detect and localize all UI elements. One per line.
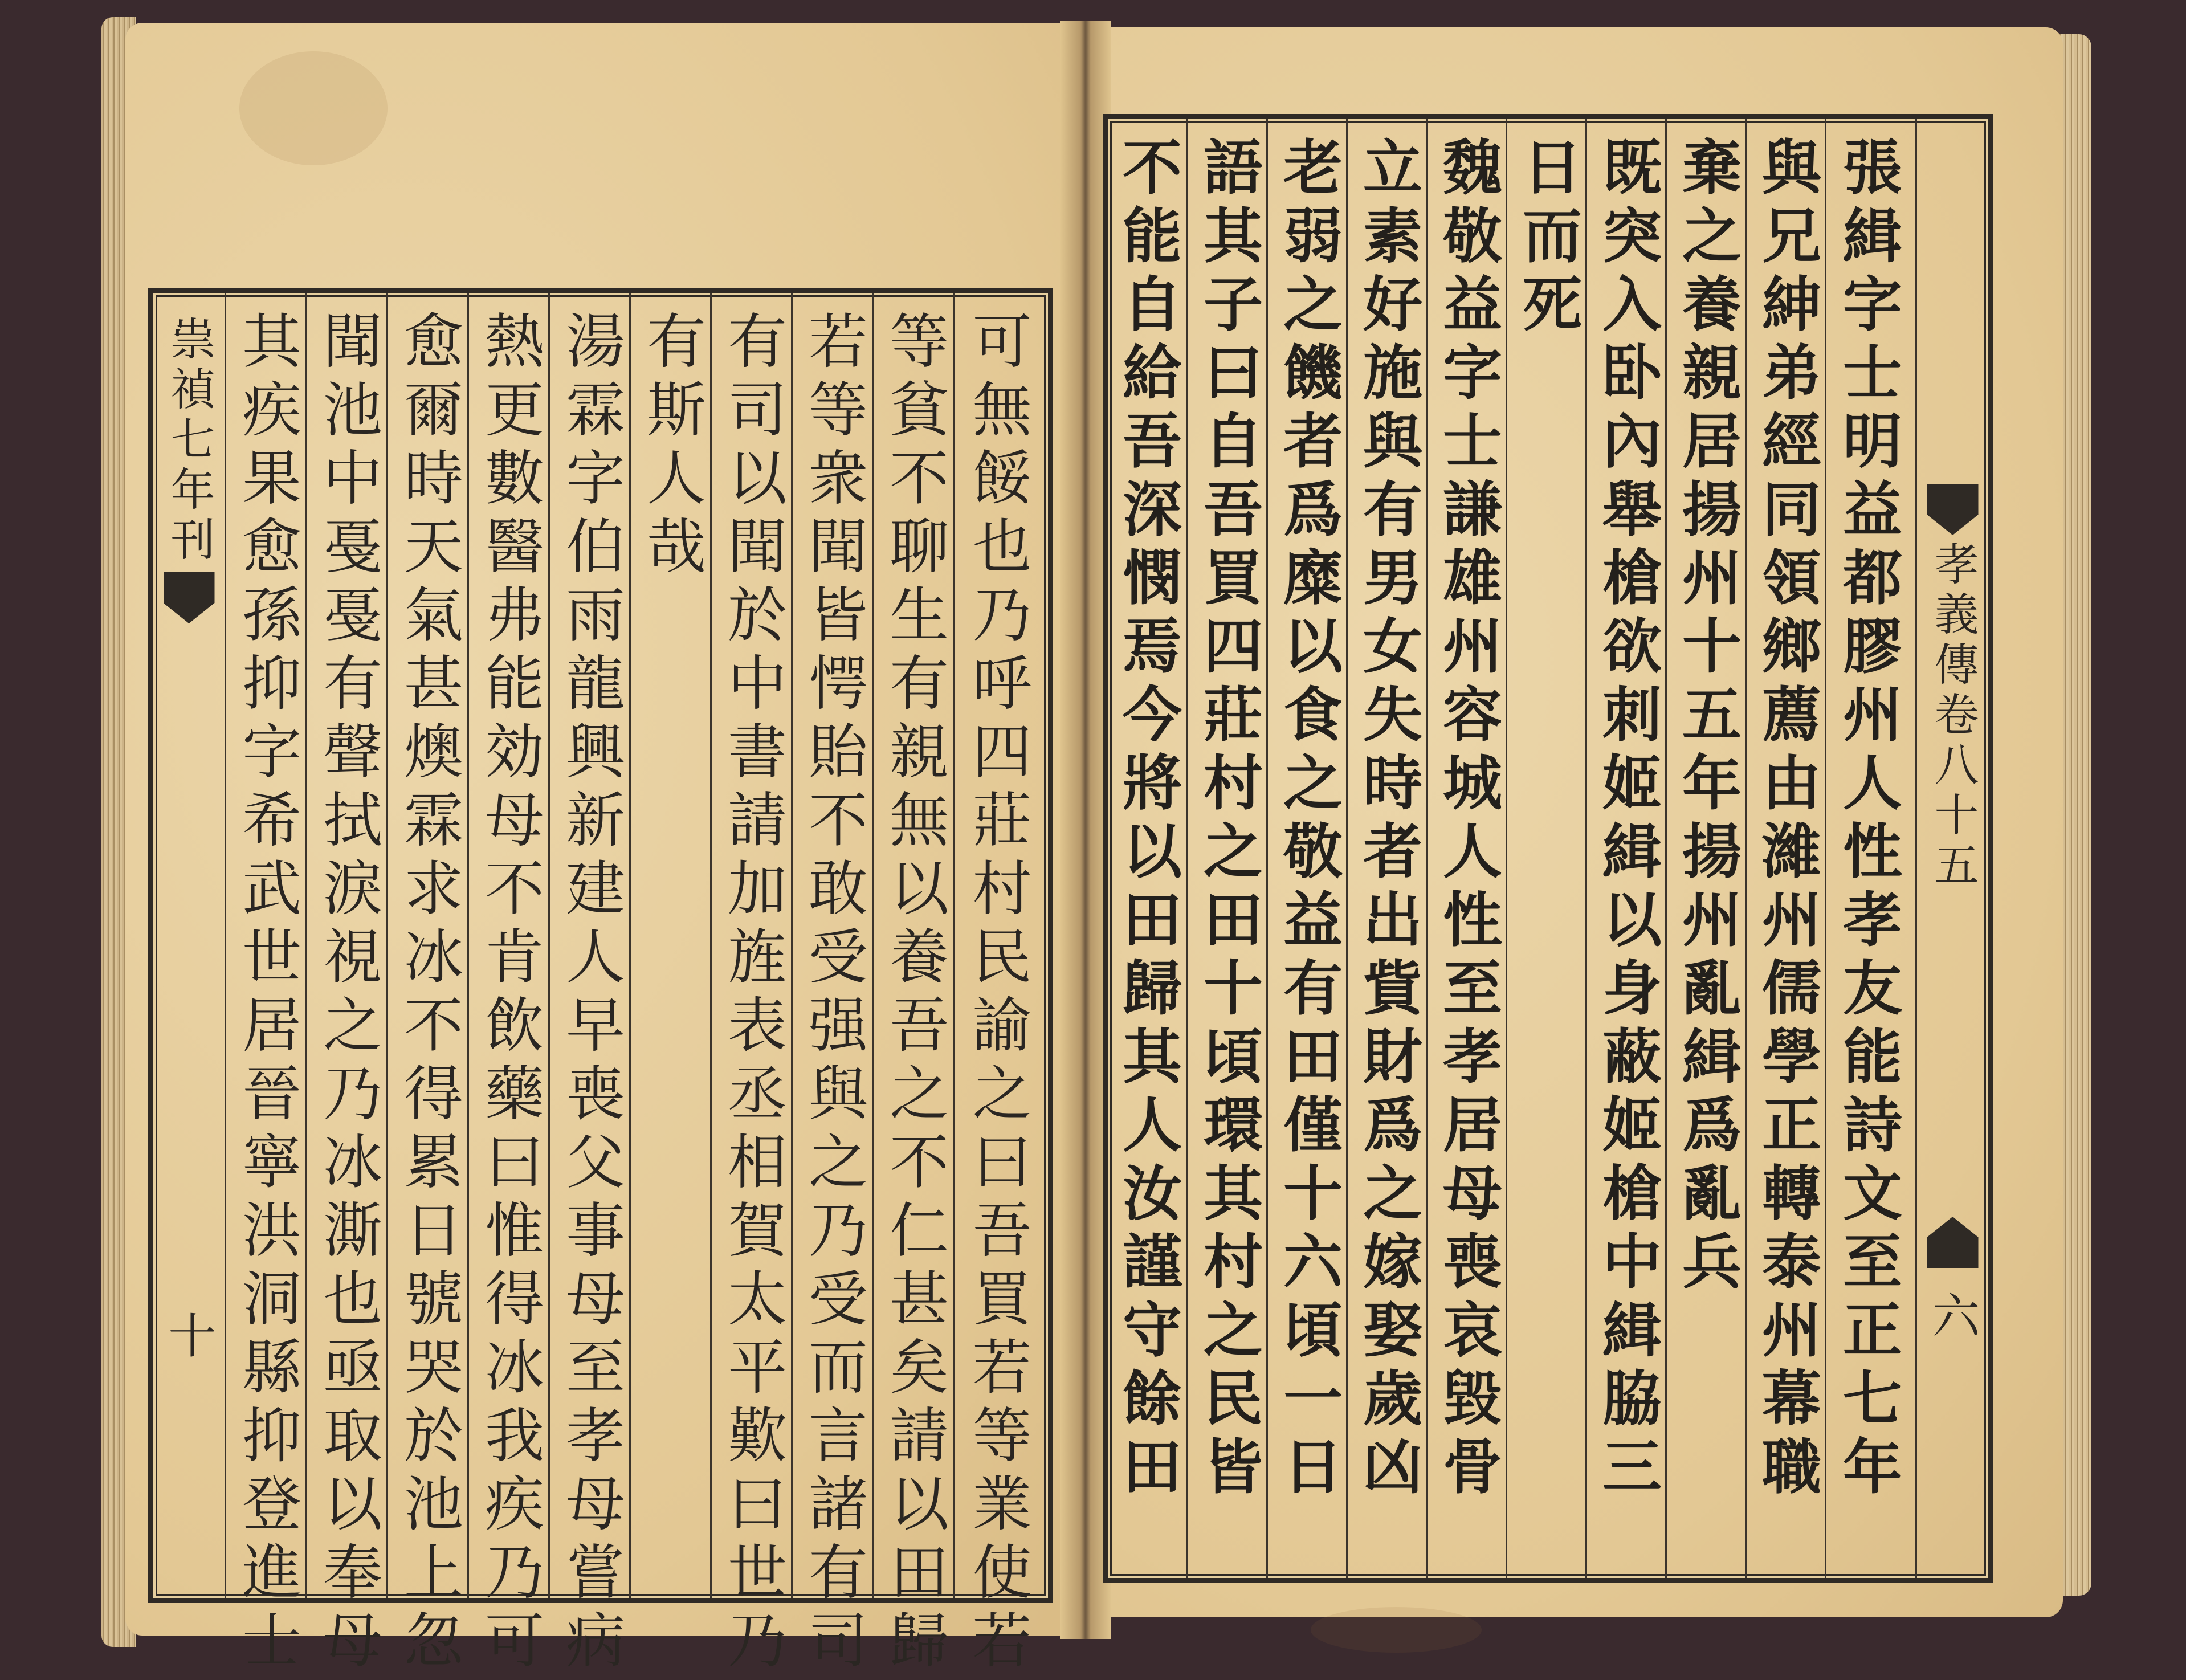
text-column-6: 湯霖字伯雨龍興新建人早喪父事母至孝母嘗病 bbox=[548, 293, 631, 1598]
section-title: 孝義傳卷八十五 bbox=[1927, 541, 1979, 892]
right-block-margin bbox=[1915, 119, 1988, 1578]
fish-tail-mark-icon bbox=[164, 572, 215, 623]
left-text-block bbox=[148, 288, 1053, 1678]
text-column-5: 日而死 bbox=[1506, 119, 1587, 1578]
text-column-6: 魏敬益字士謙雄州容城人性至孝居母喪哀毀骨 bbox=[1426, 119, 1507, 1578]
leaf-number: 六 bbox=[1924, 1291, 1980, 1339]
text-column-1: 張緝字士明益都膠州人性孝友能詩文至正七年 bbox=[1825, 119, 1908, 1578]
text-column-8: 愈爾時天氣甚燠霖求冰不得累日號哭於池上忽 bbox=[386, 293, 469, 1598]
text-column-3: 棄之養親居揚州十五年揚州亂緝爲亂兵 bbox=[1665, 119, 1747, 1578]
left-block-margin bbox=[153, 293, 226, 1598]
text-column-10: 不能自給吾深憫焉今將以田歸其人汝謹守餘田 bbox=[1112, 136, 1182, 1504]
text-column-7: 立素好施與有男女失時者出貲財爲之嫁娶歲凶 bbox=[1346, 119, 1428, 1578]
text-column-3: 若等衆聞皆愕貽不敢受强與之乃受而言諸有司 bbox=[791, 293, 874, 1598]
text-column-10: 其疾果愈孫抑字希武世居晉寧洪洞縣抑登進士 bbox=[225, 293, 307, 1598]
text-column-9: 語其子曰自吾買四莊村之田十頃環其村之民皆 bbox=[1186, 119, 1268, 1578]
paper-stain bbox=[239, 51, 388, 165]
paper-stain bbox=[1311, 1607, 1482, 1653]
text-column-2: 等貧不聊生有親無以養吾之不仁甚矣請以田歸 bbox=[872, 293, 955, 1598]
text-column-4: 有司以聞於中書請加旌表丞相賀太平歎曰世乃 bbox=[710, 293, 793, 1598]
text-column-1: 可無餒也乃呼四莊村民諭之曰吾買若等業使若 bbox=[953, 293, 1039, 1598]
right-text-block bbox=[1103, 114, 1993, 1583]
text-column-2: 與兄紳弟經同領鄉薦由濰州儒學正轉泰州幕職 bbox=[1745, 119, 1826, 1578]
text-column-8: 老弱之饑者爲糜以食之敬益有田僅十六頃一日 bbox=[1266, 119, 1348, 1578]
fish-tail-mark-icon bbox=[1927, 484, 1979, 535]
text-column-5: 有斯人哉 bbox=[629, 293, 712, 1598]
edition-label: 祟禎七年刊 bbox=[163, 316, 215, 566]
leaf-number: 十 bbox=[161, 1311, 217, 1359]
text-column-4: 既突入卧內舉槍欲刺姬緝以身蔽姬槍中緝脇三 bbox=[1585, 119, 1667, 1578]
text-column-7: 熱更數醫弗能効母不肯飲藥曰惟得冰我疾乃可 bbox=[467, 293, 550, 1598]
text-column-9: 聞池中戞戞有聲拭淚視之乃冰澌也亟取以奉母 bbox=[305, 293, 388, 1598]
fish-tail-mark-icon bbox=[1927, 1217, 1979, 1268]
